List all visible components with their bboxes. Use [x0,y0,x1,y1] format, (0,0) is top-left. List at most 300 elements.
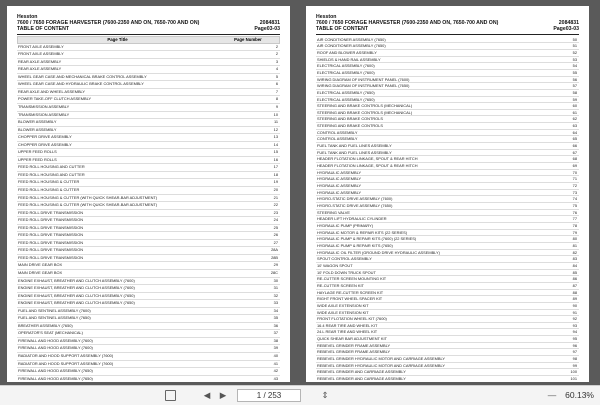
entry-page-number: 73 [517,189,579,196]
table-row[interactable] [17,111,280,119]
brand-name: Hesston [316,14,337,20]
page-header [17,14,280,33]
toc-table-left [17,44,280,382]
toc-table-right [316,37,579,382]
entry-page-number: 61 [517,109,579,116]
entry-page-number: 69 [517,163,579,170]
table-row[interactable] [17,292,280,300]
entry-title: FEED ROLL DRIVE TRANSMISSION [17,217,218,225]
entry-page-number: 2 [218,44,280,51]
table-row[interactable] [316,229,579,236]
table-row[interactable] [17,368,280,376]
entry-page-number: 86 [517,276,579,283]
table-row[interactable] [17,375,280,382]
entry-title: RE-CUTTER SCREEN KIT [316,282,517,289]
entry-page-number: 94 [517,329,579,336]
table-row[interactable] [316,356,579,363]
table-row[interactable] [316,156,579,163]
zoom-level[interactable]: 60.13% [565,390,594,400]
entry-page-number: 31 [218,285,280,293]
entry-title: HAYLAGE RE-CUTTER SCREEN KIT [316,289,517,296]
entry-title: QUICK SHEAR BAR ADJUSTMENT KIT [316,336,517,343]
table-row[interactable] [316,209,579,216]
entry-title: FEED ROLL DRIVE TRANSMISSION [17,239,218,247]
table-row[interactable] [17,88,280,96]
entry-page-number: 3 [218,58,280,66]
entry-title: RADIATOR AND HOOD SUPPORT ASSEMBLY (7600) [17,353,218,361]
entry-page-number: 64 [517,129,579,136]
table-row[interactable] [316,302,579,309]
table-row[interactable] [316,336,579,343]
entry-page-number: 71 [517,176,579,183]
table-header [17,36,280,44]
table-row[interactable] [17,66,280,74]
table-row[interactable] [17,285,280,293]
table-row[interactable] [316,269,579,276]
entry-title: HYDRAULIC PUMP & REPAIR KITS (7600) (22 SERIES) [316,236,517,243]
table-row[interactable] [17,209,280,217]
entry-title: ENGINE EXHAUST, BREATHER AND CLUTCH ASSEMBLY (7600) [17,285,218,293]
entry-page-number: 92 [517,316,579,323]
table-row[interactable] [316,369,579,376]
table-row[interactable] [17,126,280,134]
entry-page-number: 80 [517,236,579,243]
entry-page-number: 12 [218,126,280,134]
entry-title: FIREWALL AND HOOD ASSEMBLY (7600) [17,337,218,345]
entry-page-number: 42 [218,368,280,376]
table-row[interactable] [316,289,579,296]
page-label: Page03-03 [254,26,280,33]
entry-page-number: 54 [517,63,579,70]
column-header-title: Page Title [107,37,128,43]
entry-page-number: 39 [218,345,280,353]
header-rule [17,34,280,35]
entry-title: RE-CUTTER SCREEN MOUNTING KIT [316,276,517,283]
entry-title: FEED ROLL HOUSING AND CUTTER [17,171,218,179]
entry-page-number: 101 [517,376,579,382]
table-row[interactable] [17,149,280,157]
entry-page-number: 57 [517,83,579,90]
entry-title: 16.4 REAR TIRE AND WHEEL KIT [316,322,517,329]
entry-page-number: 33 [218,300,280,308]
entry-page-number: 37 [218,330,280,338]
table-row[interactable] [316,236,579,243]
table-row[interactable] [17,134,280,142]
entry-title: WHEEL GEAR CASE AND MECHANICAL BRAKE CONTROL ASSEMBLY [17,73,218,81]
entry-title: REBEVEL GRINDER HYDRAULIC MOTOR AND CARRIAGE ASSEMBLY [316,356,517,363]
entry-title: AIR CONDITIONER ASSEMBLY (7650) [316,37,517,43]
entry-page-number: 82 [517,249,579,256]
table-row[interactable] [17,277,280,285]
entry-page-number: 55 [517,69,579,76]
table-row[interactable] [316,256,579,263]
entry-page-number: 10 [218,111,280,119]
entry-title: HYDRO-STATIC DRIVE ASSEMBLY (7600) [316,196,517,203]
entry-page-number: 87 [517,282,579,289]
table-row[interactable] [316,129,579,136]
entry-title: FEED ROLL DRIVE TRANSMISSION [17,224,218,232]
entry-title: REAR AXLE ASSEMBLY [17,66,218,74]
table-row[interactable] [316,69,579,76]
table-row[interactable] [17,330,280,338]
table-row[interactable] [17,262,280,270]
entry-title: FIREWALL AND HOOD ASSEMBLY (7650) [17,368,218,376]
table-row[interactable] [17,247,280,255]
entry-title: REBEVEL GRINDER FRAME ASSEMBLY [316,342,517,349]
entry-title: HEADER FLOTATION LINKAGE, SPOUT & REAR HITCH [316,163,517,170]
entry-page-number: 24 [218,217,280,225]
table-row[interactable] [316,63,579,70]
table-row[interactable] [316,163,579,170]
entry-page-number: 68 [517,156,579,163]
table-row[interactable] [316,169,579,176]
page-label: Page03-03 [553,26,579,33]
page-number-input[interactable] [237,389,301,402]
entry-title: ENGINE EXHAUST, BREATHER AND CLUTCH ASSEMBLY (7650) [17,300,218,308]
table-row[interactable] [17,300,280,308]
entry-title: TRANSMISSION ASSEMBLY [17,103,218,111]
table-row[interactable] [17,119,280,127]
table-row[interactable] [17,164,280,172]
entry-page-number: 13 [218,134,280,142]
table-row[interactable] [17,141,280,149]
column-header-number: Page Number [234,37,262,43]
entry-page-number: 6 [218,81,280,89]
entry-title: RADIATOR AND HOOD SUPPORT ASSEMBLY (7600) [17,360,218,368]
entry-title: BREATHER ASSEMBLY (7650) [17,322,218,330]
table-row[interactable] [316,123,579,130]
entry-title: ELECTRICAL ASSEMBLY (7600) [316,63,517,70]
entry-page-number: 40 [218,353,280,361]
entry-title: CONTROL ASSEMBLY [316,136,517,143]
entry-page-number: 30 [218,277,280,285]
table-row[interactable] [17,81,280,89]
entry-page-number: 29 [218,262,280,270]
table-row[interactable] [17,322,280,330]
entry-title: ENGINE EXHAUST, BREATHER AND CLUTCH ASSEMBLY (7600) [17,277,218,285]
entry-title: WHEEL GEAR CASE AND HYDRAULIC BRAKE CONTROL ASSEMBLY [17,81,218,89]
entry-page-number: 78 [517,222,579,229]
entry-title: HYDRAULIC MOTOR & REPAIR KITS (22 SERIES) [316,229,517,236]
entry-title: ELECTRICAL ASSEMBLY (7650) [316,89,517,96]
entry-title: FUEL AND SENTINEL ASSEMBLY (7600) [17,307,218,315]
entry-page-number: 63 [517,123,579,130]
table-row[interactable] [17,254,280,262]
entry-title: FEED ROLL DRIVE TRANSMISSION [17,232,218,240]
entry-title: ROOF AND BLOWER ASSEMBLY [316,49,517,56]
table-row[interactable] [17,44,280,51]
table-row[interactable] [316,349,579,356]
entry-title: FEED ROLL HOUSING & CUTTER [17,179,218,187]
table-row[interactable] [17,360,280,368]
entry-page-number: 96 [517,342,579,349]
table-row[interactable] [17,345,280,353]
entry-page-number: 35 [218,315,280,323]
entry-title: FIREWALL AND HOOD ASSEMBLY (7650) [17,375,218,382]
entry-title: CHOPPER DRIVE ASSEMBLY [17,134,218,142]
entry-page-number: 9 [218,103,280,111]
entry-title: HYDRAULIC PUMP & REPAIR KITS (7650) [316,242,517,249]
entry-page-number: 7 [218,88,280,96]
entry-page-number: 75 [517,203,579,210]
entry-title: TRANSMISSION ASSEMBLY [17,111,218,119]
entry-page-number: 79 [517,229,579,236]
table-row[interactable] [316,216,579,223]
table-row[interactable] [316,83,579,90]
entry-title: POWER TAKE-OFF CLUTCH ASSEMBLY [17,96,218,104]
table-row[interactable] [316,316,579,323]
table-row[interactable] [316,309,579,316]
table-row[interactable] [17,73,280,81]
entry-title: FRONT FLOTATION WHEEL KIT (7600) [316,316,517,323]
table-row[interactable] [316,143,579,150]
page-view-icon[interactable] [163,389,177,402]
entry-page-number: 43 [218,375,280,382]
table-row[interactable] [316,249,579,256]
entry-title: REBEVEL GRINDER AND CARRIAGE ASSEMBLY [316,369,517,376]
entry-title: BLOWER ASSEMBLY [17,119,218,127]
entry-page-number: 81 [517,242,579,249]
table-row[interactable] [316,362,579,369]
entry-page-number: 23 [218,209,280,217]
entry-page-number: 95 [517,336,579,343]
entry-title: FRONT AXLE ASSEMBLY [17,51,218,59]
entry-page-number: 98 [517,356,579,363]
table-row[interactable] [316,56,579,63]
entry-page-number: 2 [218,51,280,59]
entry-title: ELECTRICAL ASSEMBLY (7600) [316,69,517,76]
table-row[interactable] [17,171,280,179]
table-row[interactable] [316,96,579,103]
table-row[interactable] [17,217,280,225]
entry-title: HEADER LIFT HYDRAULIC CYLINDER [316,216,517,223]
entry-page-number: 15 [218,149,280,157]
table-row[interactable] [316,103,579,110]
table-row[interactable] [17,179,280,187]
entry-page-number: 99 [517,362,579,369]
toc-heading: TABLE OF CONTENT [316,26,369,33]
entry-title: RIGHT FRONT WHEEL SPACER KIT [316,296,517,303]
document-title: 7600 / 7650 FORAGE HARVESTER (7600-2350 AND ON, 7650-700 AND ON) [17,20,200,27]
table-row[interactable] [316,276,579,283]
entry-title: WIRING DIAGRAM OF INSTRUMENT PANEL (7650) [316,83,517,90]
entry-title: UPPER FEED ROLLS [17,156,218,164]
table-row[interactable] [316,222,579,229]
entry-title: SHIELDS & HAND RAIL ASSEMBLY [316,56,517,63]
entry-page-number: 28A [218,247,280,255]
entry-title: STEERING AND BRAKE CONTROLS [316,123,517,130]
entry-page-number: 21 [218,194,280,202]
entry-page-number: 52 [517,49,579,56]
entry-title: REBEVEL GRINDER AND CARRIAGE ASSEMBLY [316,376,517,382]
entry-title: HYDRO-STATIC DRIVE ASSEMBLY (7650) [316,203,517,210]
entry-title: OPERATOR'S SEAT (MECHANICAL) [17,330,218,338]
table-row[interactable] [17,58,280,66]
entry-page-number: 22 [218,202,280,210]
entry-page-number: 20 [218,187,280,195]
entry-title: FIREWALL AND HOOD ASSEMBLY (7600) [17,345,218,353]
entry-page-number: 77 [517,216,579,223]
prev-page-icon[interactable]: ◀ [203,390,211,400]
entry-page-number: 51 [517,43,579,50]
entry-page-number: 34 [218,307,280,315]
table-row[interactable] [316,196,579,203]
table-row[interactable] [316,89,579,96]
entry-title: AIR CONDITIONER ASSEMBLY (7650) [316,43,517,50]
entry-title: UPPER FEED ROLLS [17,149,218,157]
table-row[interactable] [316,282,579,289]
document-page-left [7,6,290,382]
table-row[interactable] [17,239,280,247]
table-row[interactable] [17,315,280,323]
page-header [316,14,579,33]
entry-title: FEED ROLL DRIVE TRANSMISSION [17,254,218,262]
entry-title: ELECTRICAL ASSEMBLY (7650) [316,96,517,103]
entry-page-number: 59 [517,96,579,103]
zoom-out-icon[interactable]: — [547,390,557,400]
entry-title: SPOUT CONTROL ASSEMBLY [316,256,517,263]
entry-page-number: 36 [218,322,280,330]
table-row[interactable] [17,103,280,111]
table-row[interactable] [17,51,280,59]
entry-page-number: 76 [517,209,579,216]
entry-page-number: 14 [218,141,280,149]
table-row[interactable] [17,194,280,202]
table-row[interactable] [316,176,579,183]
entry-page-number: 18 [218,171,280,179]
table-row[interactable] [316,183,579,190]
entry-page-number: 26 [218,232,280,240]
entry-title: STEERING AND BRAKE CONTROLS (MECHANICAL) [316,103,517,110]
entry-title: CHOPPER DRIVE ASSEMBLY [17,141,218,149]
table-row[interactable] [316,322,579,329]
table-row[interactable] [316,342,579,349]
entry-page-number: 72 [517,183,579,190]
entry-title: STEERING VALVE [316,209,517,216]
table-row[interactable] [316,376,579,382]
entry-title: STEERING AND BRAKE CONTROLS (MECHANICAL) [316,109,517,116]
table-row[interactable] [17,156,280,164]
entry-page-number: 66 [517,143,579,150]
table-row[interactable] [17,96,280,104]
entry-page-number: 100 [517,369,579,376]
table-row[interactable] [316,189,579,196]
entry-title: ENGINE EXHAUST, BREATHER AND CLUTCH ASSEMBLY (7650) [17,292,218,300]
entry-title: WIRING DIAGRAM OF INSTRUMENT PANEL (7600) [316,76,517,83]
table-row[interactable] [316,203,579,210]
header-rule [316,34,579,35]
entry-title: STEERING AND BRAKE CONTROLS [316,116,517,123]
entry-title: HYDRAULIC ASSEMBLY [316,169,517,176]
entry-page-number: 60 [517,103,579,110]
entry-title: FUEL AND SENTINEL ASSEMBLY (7650) [17,315,218,323]
entry-title: HYDRAULIC ASSEMBLY [316,183,517,190]
entry-title: FEED ROLL HOUSING & CUTTER [17,187,218,195]
entry-title: FEED ROLL HOUSING AND CUTTER [17,164,218,172]
table-row[interactable] [316,109,579,116]
entry-title: REBEVEL GRINDER FRAME ASSEMBLY [316,349,517,356]
document-number: 2084831 [259,20,280,26]
document-page-right [306,6,589,382]
entry-title: FEED ROLL HOUSING & CUTTER (WITH QUICK SHEAR-BAR ADJUSTMENT) [17,194,218,202]
table-row[interactable] [17,202,280,210]
table-row[interactable] [17,337,280,345]
entry-page-number: 58 [517,89,579,96]
entry-page-number: 27 [218,239,280,247]
entry-title: REBEVEL GRINDER HYDRAULIC MOTOR AND CARRIAGE ASSEMBLY [316,362,517,369]
entry-page-number: 38 [218,337,280,345]
entry-page-number: 62 [517,116,579,123]
entry-page-number: 89 [517,296,579,303]
entry-page-number: 67 [517,149,579,156]
viewer-toolbar [0,385,600,405]
table-row[interactable] [316,43,579,50]
entry-page-number: 74 [517,196,579,203]
entry-page-number: 17 [218,164,280,172]
entry-title: MAIN DRIVE GEAR BOX [17,270,218,278]
entry-page-number: 8 [218,96,280,104]
entry-page-number: 41 [218,360,280,368]
entry-title: MAIN DRIVE GEAR BOX [17,262,218,270]
entry-page-number: 56 [517,76,579,83]
entry-title: HYDRAULIC ASSEMBLY [316,189,517,196]
entry-page-number: 91 [517,309,579,316]
entry-page-number: 50 [517,37,579,43]
entry-page-number: 28B [218,254,280,262]
entry-page-number: 85 [517,269,579,276]
entry-page-number: 11 [218,119,280,127]
entry-page-number: 97 [517,349,579,356]
table-row[interactable] [316,242,579,249]
entry-page-number: 32 [218,292,280,300]
table-row[interactable] [17,270,280,278]
table-row[interactable] [17,353,280,361]
entry-page-number: 70 [517,169,579,176]
entry-page-number: 19 [218,179,280,187]
table-row[interactable] [17,232,280,240]
entry-title: FUEL TANK AND FUEL LINES ASSEMBLY [316,149,517,156]
entry-title: WIDE AXLE EXTENSION KIT [316,309,517,316]
entry-title: REAR AXLE ASSEMBLY [17,58,218,66]
entry-title: HYDRAULIC OIL FILTER (GROUND DRIVE HYDRAULIC ASSEMBLY) [316,249,517,256]
entry-page-number: 25 [218,224,280,232]
table-row[interactable] [316,49,579,56]
table-row[interactable] [316,262,579,269]
page-indicator: 1 / 253 [256,391,282,400]
entry-title: FRONT AXLE ASSEMBLY [17,44,218,51]
document-title: 7600 / 7650 FORAGE HARVESTER (7600-2350 AND ON, 7650-700 AND ON) [316,20,499,27]
table-row[interactable] [316,149,579,156]
table-row[interactable] [316,329,579,336]
table-row[interactable] [17,224,280,232]
toc-heading: TABLE OF CONTENT [17,26,70,33]
table-row[interactable] [316,76,579,83]
entry-page-number: 93 [517,322,579,329]
entry-title: FUEL TANK AND FUEL LINES ASSEMBLY [316,143,517,150]
table-row[interactable] [17,187,280,195]
next-page-icon[interactable]: ▶ [219,390,227,400]
entry-title: 24.L REAR TIRE AND WHEEL KIT [316,329,517,336]
table-row[interactable] [316,116,579,123]
entry-title: FEED ROLL DRIVE TRANSMISSION [17,209,218,217]
table-row[interactable] [316,296,579,303]
scroll-icon[interactable]: ⇕ [321,390,329,400]
entry-title: CONTROL ASSEMBLY [316,129,517,136]
table-row[interactable] [316,136,579,143]
table-row[interactable] [17,307,280,315]
entry-title: HYDRAULIC PUMP (PRIMARY) [316,222,517,229]
entry-title: 10' FOLD DOWN TRUCK SPOUT [316,269,517,276]
